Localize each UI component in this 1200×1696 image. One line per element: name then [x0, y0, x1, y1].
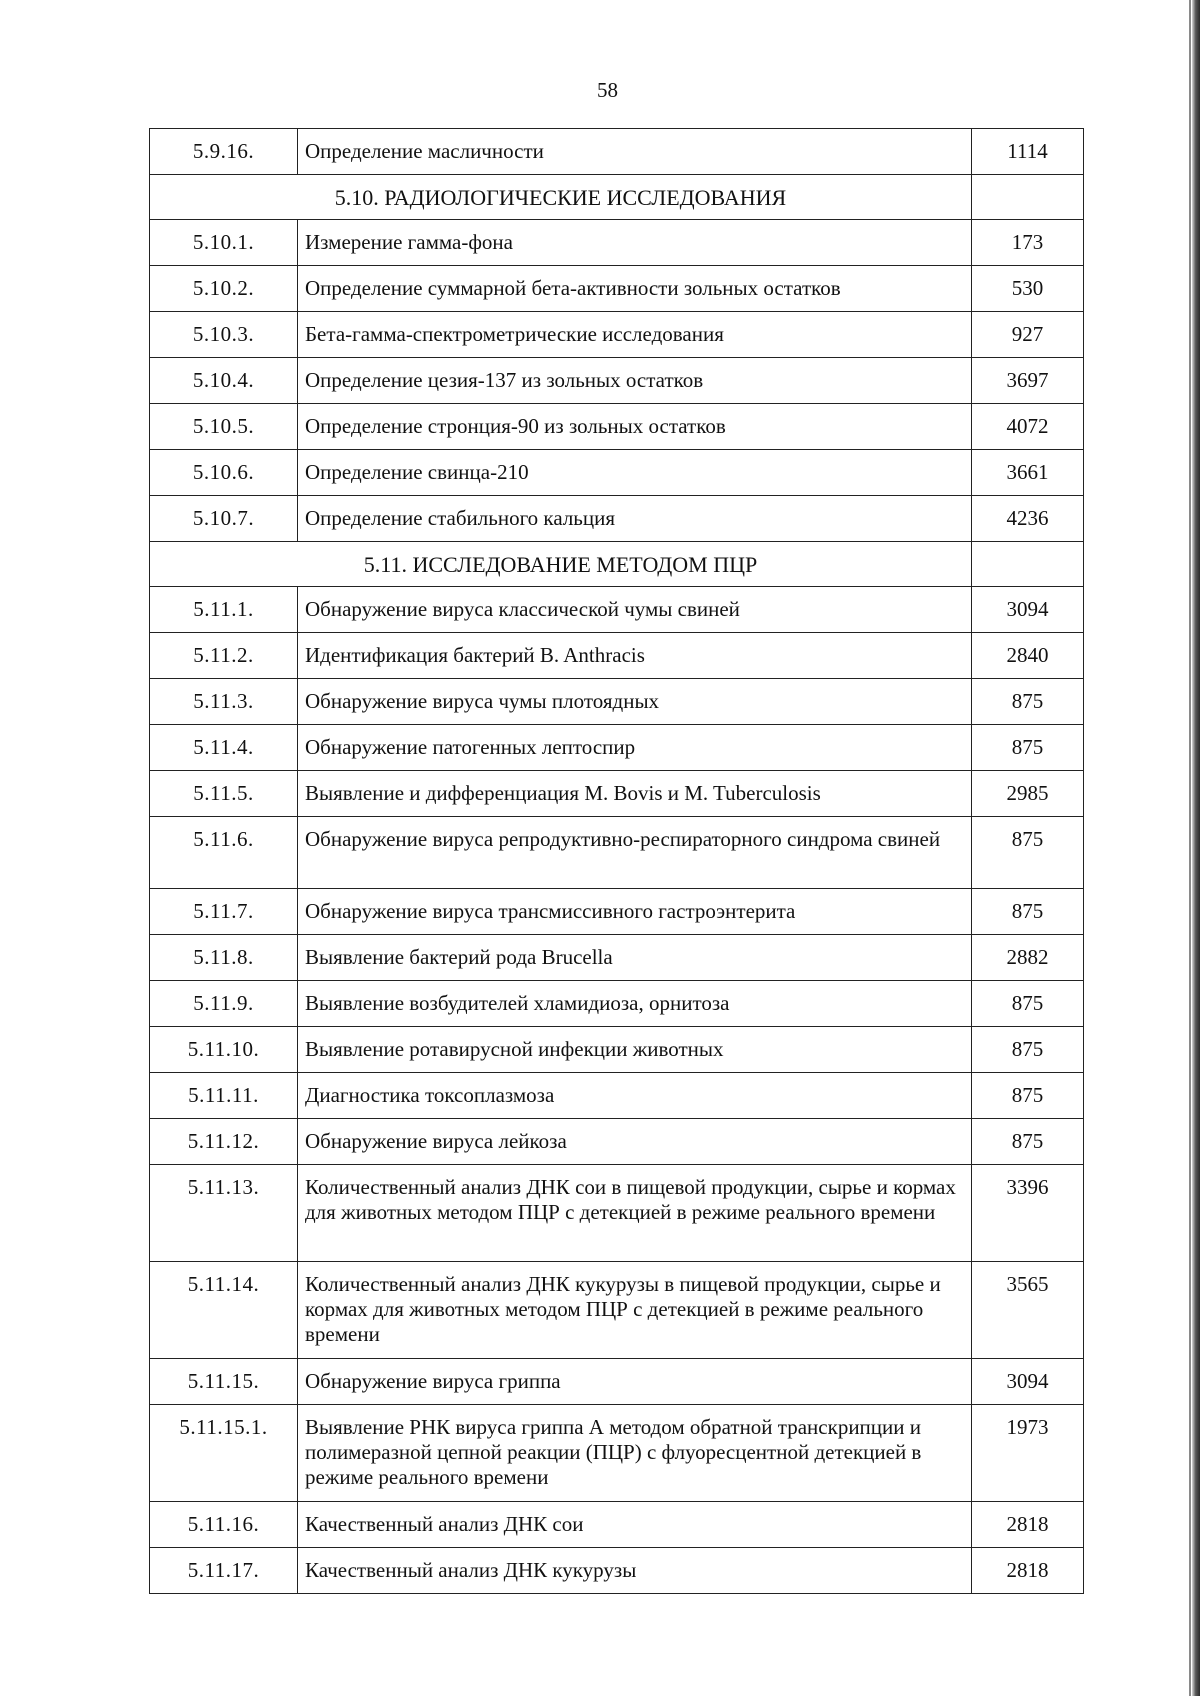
- section-title: 5.10. РАДИОЛОГИЧЕСКИЕ ИССЛЕДОВАНИЯ: [150, 175, 972, 220]
- table-row: [150, 725, 1084, 771]
- item-name: Определение стронция-90 из зольных остатков: [298, 404, 972, 450]
- scan-edge: [1192, 0, 1200, 1696]
- item-code: 5.10.3.: [150, 312, 298, 358]
- item-name: Выявление бактерий рода Brucella: [298, 935, 972, 981]
- item-price: 2818: [972, 1548, 1084, 1594]
- item-name: Бета-гамма-спектрометрические исследования: [298, 312, 972, 358]
- item-name: Идентификация бактерий B. Anthracis: [298, 633, 972, 679]
- item-price: 875: [972, 1027, 1084, 1073]
- table-row: [150, 981, 1084, 1027]
- item-price: 173: [972, 220, 1084, 266]
- item-price: 875: [972, 1119, 1084, 1165]
- page-number: 58: [597, 78, 618, 102]
- item-code: 5.11.16.: [150, 1502, 298, 1548]
- section-title: 5.11. ИССЛЕДОВАНИЕ МЕТОДОМ ПЦР: [150, 542, 972, 587]
- item-code: 5.11.15.: [150, 1359, 298, 1405]
- item-name: Диагностика токсоплазмоза: [298, 1073, 972, 1119]
- item-name: Качественный анализ ДНК сои: [298, 1502, 972, 1548]
- item-code: 5.11.2.: [150, 633, 298, 679]
- table-row: [150, 1405, 1084, 1502]
- item-price: 2985: [972, 771, 1084, 817]
- item-price: 875: [972, 679, 1084, 725]
- item-price: 875: [972, 889, 1084, 935]
- item-price: 3094: [972, 1359, 1084, 1405]
- item-name: Определение масличности: [298, 129, 972, 175]
- item-name: Обнаружение вируса чумы плотоядных: [298, 679, 972, 725]
- item-name: Выявление возбудителей хламидиоза, орнитоза: [298, 981, 972, 1027]
- table-row: [150, 1027, 1084, 1073]
- item-code: 5.10.5.: [150, 404, 298, 450]
- item-price: 4072: [972, 404, 1084, 450]
- item-name: Обнаружение вируса трансмиссивного гастроэнтерита: [298, 889, 972, 935]
- table-row: [150, 679, 1084, 725]
- table-row: [150, 358, 1084, 404]
- table-row: [150, 220, 1084, 266]
- item-code: 5.10.4.: [150, 358, 298, 404]
- item-code: 5.11.1.: [150, 587, 298, 633]
- table-row: [150, 1165, 1084, 1262]
- item-name: Обнаружение патогенных лептоспир: [298, 725, 972, 771]
- item-name: Количественный анализ ДНК кукурузы в пищевой продукции, сырье и кормах для животных методом ПЦР с детекцией в режиме реального времени: [298, 1262, 972, 1359]
- item-name: Выявление и дифференциация M. Bovis и M. Tuberculosis: [298, 771, 972, 817]
- item-price: 2882: [972, 935, 1084, 981]
- item-price: 3661: [972, 450, 1084, 496]
- section-header-row: [150, 542, 1084, 587]
- table-row: [150, 1548, 1084, 1594]
- item-price: 2840: [972, 633, 1084, 679]
- table-row: [150, 633, 1084, 679]
- item-price: 530: [972, 266, 1084, 312]
- item-name: Определение свинца-210: [298, 450, 972, 496]
- item-name: Измерение гамма-фона: [298, 220, 972, 266]
- item-price: 875: [972, 981, 1084, 1027]
- table-row: [150, 1073, 1084, 1119]
- item-code: 5.11.11.: [150, 1073, 298, 1119]
- item-price: 2818: [972, 1502, 1084, 1548]
- item-price: 3697: [972, 358, 1084, 404]
- item-name: Выявление ротавирусной инфекции животных: [298, 1027, 972, 1073]
- item-price: 4236: [972, 496, 1084, 542]
- item-name: Количественный анализ ДНК сои в пищевой продукции, сырье и кормах для животных методом ПЦР с детекцией в режиме реального времени: [298, 1165, 972, 1262]
- item-code: 5.11.10.: [150, 1027, 298, 1073]
- item-name: Качественный анализ ДНК кукурузы: [298, 1548, 972, 1594]
- table-row: [150, 817, 1084, 889]
- item-code: 5.11.5.: [150, 771, 298, 817]
- item-name: Обнаружение вируса лейкоза: [298, 1119, 972, 1165]
- item-name: Определение стабильного кальция: [298, 496, 972, 542]
- table-row: [150, 496, 1084, 542]
- item-name: Определение суммарной бета-активности зольных остатков: [298, 266, 972, 312]
- item-price: 875: [972, 1073, 1084, 1119]
- item-code: 5.11.7.: [150, 889, 298, 935]
- item-code: 5.11.13.: [150, 1165, 298, 1262]
- table-row: [150, 1359, 1084, 1405]
- table-row: [150, 1502, 1084, 1548]
- table-row: [150, 587, 1084, 633]
- item-price: 3094: [972, 587, 1084, 633]
- item-code: 5.11.4.: [150, 725, 298, 771]
- item-code: 5.10.2.: [150, 266, 298, 312]
- item-price: 927: [972, 312, 1084, 358]
- item-code: 5.10.6.: [150, 450, 298, 496]
- item-code: 5.11.12.: [150, 1119, 298, 1165]
- item-price: 1114: [972, 129, 1084, 175]
- section-header-row: [150, 175, 1084, 220]
- item-code: 5.11.15.1.: [150, 1405, 298, 1502]
- table-row: [150, 1262, 1084, 1359]
- item-code: 5.11.14.: [150, 1262, 298, 1359]
- table-row: [150, 1119, 1084, 1165]
- item-price: 3565: [972, 1262, 1084, 1359]
- table-row: [150, 771, 1084, 817]
- table-row: [150, 935, 1084, 981]
- item-code: 5.9.16.: [150, 129, 298, 175]
- table-row: [150, 404, 1084, 450]
- item-code: 5.11.9.: [150, 981, 298, 1027]
- item-price: 875: [972, 817, 1084, 889]
- item-name: Обнаружение вируса гриппа: [298, 1359, 972, 1405]
- item-code: 5.11.3.: [150, 679, 298, 725]
- section-price-empty-cell: [972, 542, 1084, 587]
- item-code: 5.10.7.: [150, 496, 298, 542]
- item-code: 5.10.1.: [150, 220, 298, 266]
- item-code: 5.11.8.: [150, 935, 298, 981]
- item-code: 5.11.17.: [150, 1548, 298, 1594]
- price-table-body: [150, 129, 1084, 1594]
- item-name: Обнаружение вируса классической чумы свиней: [298, 587, 972, 633]
- item-name: Определение цезия-137 из зольных остатков: [298, 358, 972, 404]
- table-row: [150, 312, 1084, 358]
- item-name: Выявление РНК вируса гриппа А методом обратной транскрипции и полимеразной цепной реакции (ПЦР) с флуоресцентной детекцией в режиме реального времени: [298, 1405, 972, 1502]
- item-price: 3396: [972, 1165, 1084, 1262]
- table-row: [150, 266, 1084, 312]
- item-price: 1973: [972, 1405, 1084, 1502]
- table-row: [150, 450, 1084, 496]
- table-row: [150, 889, 1084, 935]
- table-row: [150, 129, 1084, 175]
- section-price-empty-cell: [972, 175, 1084, 220]
- item-name: Обнаружение вируса репродуктивно-респираторного синдрома свиней: [298, 817, 972, 889]
- item-price: 875: [972, 725, 1084, 771]
- item-code: 5.11.6.: [150, 817, 298, 889]
- price-table: [149, 128, 1084, 1594]
